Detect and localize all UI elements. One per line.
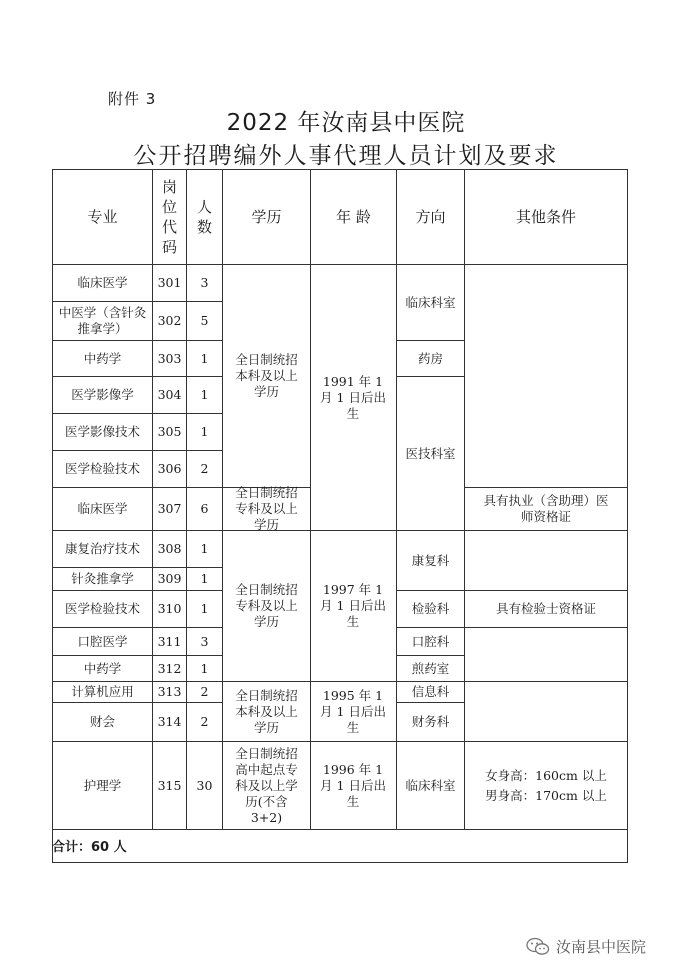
row-count: 1 bbox=[200, 387, 209, 402]
row-major: 财会 bbox=[89, 714, 115, 729]
row-code: 311 bbox=[157, 633, 182, 649]
header-age: 年 龄 bbox=[336, 208, 371, 226]
row-code: 306 bbox=[157, 461, 182, 476]
age-requirement: 1995 年 1 月 1 日后出生 bbox=[320, 687, 386, 735]
header-code-char: 位 bbox=[161, 198, 177, 216]
row-major: 医学影像学 bbox=[71, 387, 134, 402]
row-count: 5 bbox=[200, 313, 209, 328]
row-major: 口腔医学 bbox=[77, 633, 128, 649]
direction-cell: 检验科 bbox=[411, 601, 450, 616]
row-code: 301 bbox=[157, 275, 182, 290]
row-major: 计算机应用 bbox=[71, 684, 134, 699]
education-group: 全日制统招本科及以上学历 bbox=[235, 352, 298, 399]
watermark-text: 汝南县中医院 bbox=[556, 938, 647, 956]
direction-cell: 口腔科 bbox=[411, 633, 450, 649]
row-count: 1 bbox=[200, 571, 209, 586]
header-education: 学历 bbox=[251, 208, 282, 226]
row-count: 2 bbox=[200, 714, 209, 729]
height-requirement-female: 女身高：160cm 以上 bbox=[485, 767, 607, 783]
direction-cell: 煎药室 bbox=[411, 660, 450, 676]
row-code: 304 bbox=[157, 387, 182, 402]
row-major: 康复治疗技术 bbox=[64, 541, 140, 556]
direction-cell: 康复科 bbox=[411, 552, 450, 568]
row-count: 3 bbox=[200, 633, 209, 649]
header-post-code bbox=[153, 170, 186, 264]
row-code: 307 bbox=[157, 501, 182, 516]
row-code: 310 bbox=[157, 601, 182, 616]
header-count-char: 数 bbox=[196, 218, 212, 236]
header-headcount bbox=[187, 170, 222, 264]
row-major: 中药学 bbox=[83, 350, 122, 366]
row-code: 312 bbox=[157, 660, 182, 676]
header-direction: 方向 bbox=[415, 208, 446, 226]
other-condition bbox=[465, 742, 627, 829]
row-code: 309 bbox=[157, 571, 182, 586]
row-count: 1 bbox=[200, 424, 209, 439]
row-count: 1 bbox=[200, 601, 209, 616]
row-count: 2 bbox=[200, 684, 209, 699]
direction-cell: 临床科室 bbox=[405, 777, 456, 793]
row-major: 临床医学 bbox=[77, 275, 128, 290]
row-code: 313 bbox=[157, 684, 182, 699]
header-code-char: 代 bbox=[161, 218, 177, 236]
row-code: 315 bbox=[157, 777, 182, 793]
direction-cell: 医技科室 bbox=[405, 445, 456, 461]
wechat-icon bbox=[526, 937, 550, 957]
age-requirement: 1996 年 1 月 1 日后出生 bbox=[320, 761, 386, 809]
header-count-char: 人 bbox=[196, 198, 212, 216]
row-count: 1 bbox=[200, 350, 209, 366]
height-requirement-male: 男身高：170cm 以上 bbox=[485, 787, 607, 803]
direction-cell: 药房 bbox=[417, 350, 443, 366]
row-major: 医学检验技术 bbox=[64, 601, 140, 616]
row-count: 30 bbox=[196, 777, 213, 793]
document-title-line1: 2022 年汝南县中医院 bbox=[226, 110, 466, 136]
row-code: 302 bbox=[157, 313, 182, 328]
row-count: 3 bbox=[200, 275, 209, 290]
row-major: 临床医学 bbox=[77, 501, 128, 516]
header-other-conditions: 其他条件 bbox=[515, 208, 576, 226]
row-code: 305 bbox=[157, 424, 182, 439]
direction-cell: 信息科 bbox=[411, 684, 450, 699]
other-condition: 具有检验士资格证 bbox=[495, 601, 596, 616]
row-major: 护理学 bbox=[83, 777, 122, 793]
education-group: 全日制统招本科及以上学历 bbox=[235, 687, 298, 735]
attachment-label: 附件 3 bbox=[108, 90, 157, 108]
education-group: 全日制统招专科及以上学历 bbox=[235, 582, 298, 629]
row-count: 6 bbox=[200, 501, 209, 516]
education-group: 全日制统招专科及以上学历 bbox=[235, 485, 298, 532]
direction-cell: 临床科室 bbox=[405, 294, 456, 310]
row-count: 1 bbox=[200, 541, 209, 556]
row-major: 医学检验技术 bbox=[64, 461, 140, 476]
watermark bbox=[526, 936, 646, 957]
row-code: 308 bbox=[157, 541, 182, 556]
row-code: 303 bbox=[157, 350, 182, 366]
row-count: 2 bbox=[200, 461, 209, 476]
other-condition: 具有执业（含助理）医师资格证 bbox=[483, 493, 609, 524]
age-requirement: 1997 年 1 月 1 日后出生 bbox=[320, 582, 386, 629]
direction-cell: 财务科 bbox=[411, 714, 450, 729]
document-title-line2: 公开招聘编外人事代理人员计划及要求 bbox=[133, 143, 559, 169]
header-major: 专业 bbox=[87, 208, 118, 226]
row-major: 中药学 bbox=[83, 660, 122, 676]
header-code-char: 码 bbox=[161, 238, 177, 256]
age-requirement: 1991 年 1 月 1 日后出生 bbox=[320, 373, 386, 421]
row-count: 1 bbox=[200, 660, 209, 676]
education-group: 全日制统招高中起点专科及以上学历(不含 3+2) bbox=[235, 745, 298, 825]
header-code-char: 岗 bbox=[161, 178, 177, 196]
total-row: 合计：60 人 bbox=[52, 840, 127, 855]
row-major: 中医学（含针灸推拿学） bbox=[58, 305, 147, 336]
row-major: 针灸推拿学 bbox=[71, 571, 134, 586]
row-major: 医学影像技术 bbox=[64, 424, 140, 439]
row-code: 314 bbox=[157, 714, 182, 729]
